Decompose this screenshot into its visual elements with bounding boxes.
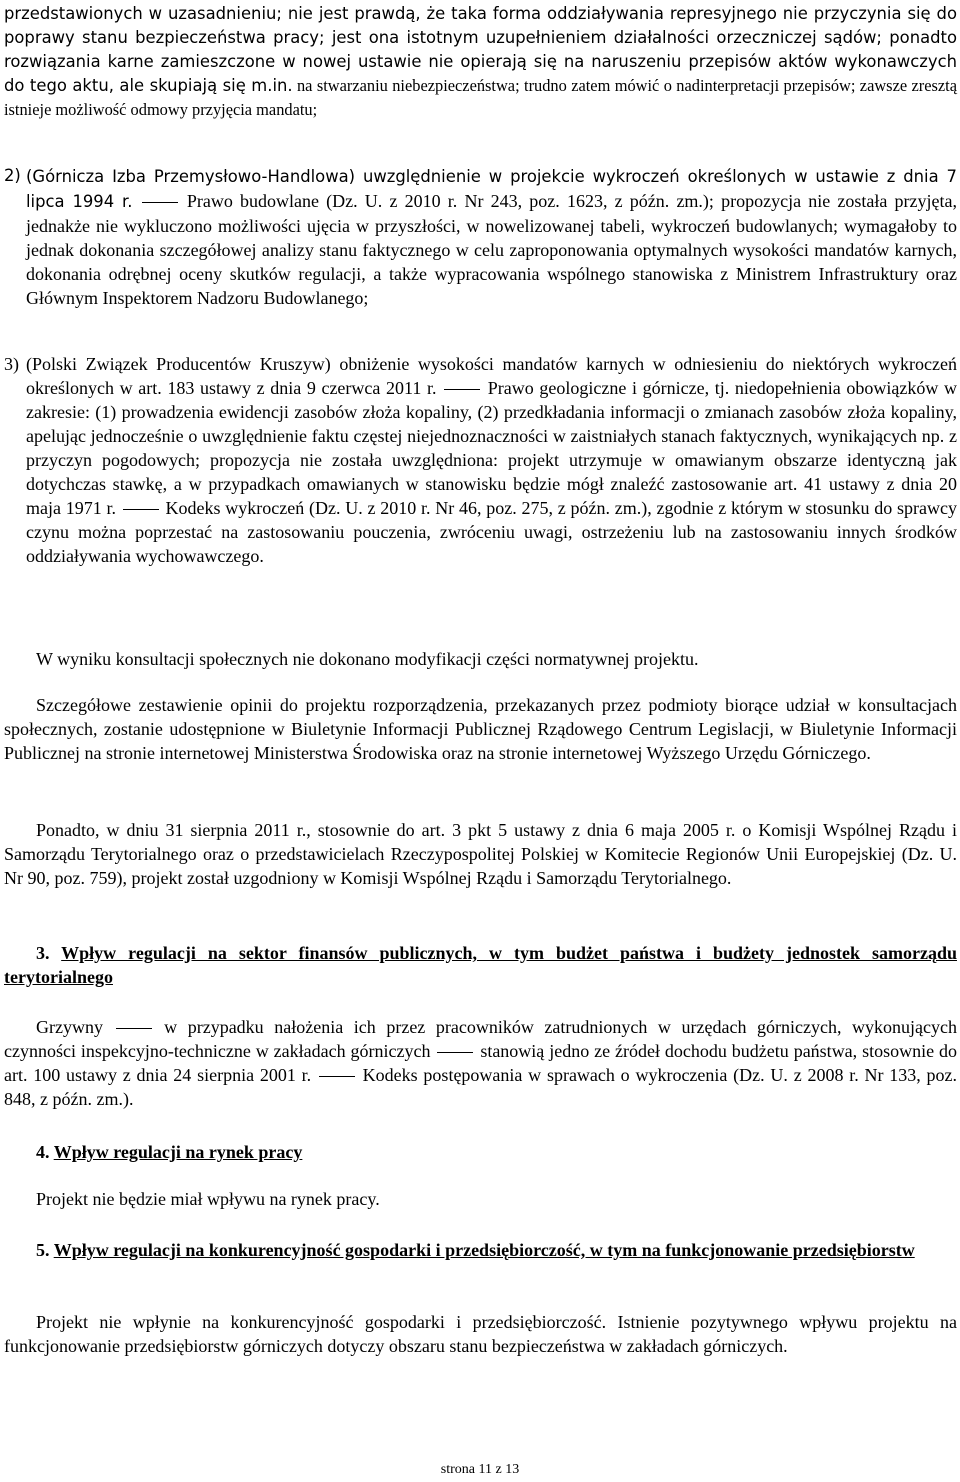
intro-text-part1: przedstawionych w uzasadnieniu; nie jest prawdą, że taka forma oddziaływania represyjnego nie przyczynia się do poprawy stanu bezpieczeństwa pracy; jest ona istotnym uzupełnieniem działalności orzeczniczej sądów; ponadto rozwiązania karne zamieszczone w nowej ustawie nie opierają się na naruszeniu przepisów aktów wykonawczych do tego aktu, ale skupiają się m.in. <box>4 4 957 95</box>
list-item-number: 2) <box>4 166 21 185</box>
em-dash <box>437 1052 473 1053</box>
list-item-text: (Polski Związek Producentów Kruszyw) obniżenie wysokości mandatów karnych w odniesieniu do niektórych wykroczeń określonych w art. 183 ustawy z dnia 9 czerwca 2011 r. Prawo geologiczne i górnicze, tj. niedopełnienia obowiązków w zakresie: (1) prowadzenia ewidencji zasobów złoża kopaliny, (2) przedkładania informacji o zmianach zasobów złoża kopaliny, apelując jednocześnie o uwzględnienie faktu częstej niejednoznaczności w zaistniałych stanach faktycznych, wynikających np. z przyczyn pogodowych; propozycja nie została uwzględniona: projekt utrzymuje w omawianym obszarze identyczną jak dotychczas stawkę, a w przypadkach omawianych w stanowisku będzie mógł znaleźć zastosowanie art. 41 ustawy z dnia 20 maja 1971 r. Kodeks wykroczeń (Dz. U. z 2010 r. Nr 46, poz. 275, z późn. zm.), zgodnie z którym w stosunku do sprawcy czynu można poprzestać na zastosowaniu pouczenia, zwróceniu uwagi, ostrzeżeniu lub na zastosowaniu innych środków oddziaływania wychowawczego. <box>26 354 958 566</box>
section-title: Wpływ regulacji na rynek pracy <box>53 1142 303 1162</box>
list-item-number: 3) <box>4 354 19 374</box>
section-number: 5. <box>36 1240 50 1260</box>
section-3-heading <box>4 941 957 989</box>
em-dash <box>116 1028 152 1029</box>
section-3-text: Grzywny w przypadku nałożenia ich przez pracowników zatrudnionych w urzędach górniczych, wykonujących czynności inspekcyjno-techniczne w zakładach górniczych stanowią jedno ze źródeł dochodu budżetu państwa, stosownie do art. 100 ustawy z dnia 24 sierpnia 2001 r. Kodeks postępowania w sprawach o wykroczenia (Dz. U. z 2008 r. Nr 133, poz. 848, z późn. zm.). <box>4 1017 958 1109</box>
section-title: Wpływ regulacji na sektor finansów publicznych, w tym budżet państwa i budżety jednostek samorządu terytorialnego <box>4 943 957 987</box>
section-number: 3. <box>36 943 50 963</box>
section-5-text: Projekt nie wpłynie na konkurencyjność gospodarki i przedsiębiorczość. Istnienie pozytywnego wpływu projektu na funkcjonowanie przedsiębiorstw górniczych dotyczy obszaru stanu bezpieczeństwa w zakładach górniczych. <box>4 1312 957 1356</box>
section-title: Wpływ regulacji na konkurencyjność gospodarki i przedsiębiorczość, w tym na funkcjonowanie przedsiębiorstw <box>53 1240 915 1260</box>
consultation-paragraph: W wyniku konsultacji społecznych nie dokonano modyfikacji części normatywnej projektu. <box>36 649 699 669</box>
intro-text-part2: na stwarzaniu niebezpieczeństwa; trudno zatem mówić o nadinterpretacji przepisów; zawsze zresztą istnieje możliwość odmowy przyjęcia mandatu; <box>4 76 957 119</box>
em-dash <box>319 1076 355 1077</box>
list-item-2 <box>4 164 957 310</box>
intro-paragraph <box>4 2 957 122</box>
section-5-heading <box>4 1238 957 1262</box>
opinions-paragraph: Szczegółowe zestawienie opinii do projektu rozporządzenia, przekazanych przez podmioty biorące udział w konsultacjach społecznych, zostanie udostępnione w Biuletynie Informacji Publicznej Rządowego Centrum Legislacji, w Biuletynie Informacji Publicznej na stronie internetowej Ministerstwa Środowiska oraz na stronie internetowej Wyższego Urzędu Górniczego. <box>4 695 957 763</box>
section-4-heading <box>36 1140 957 1164</box>
em-dash <box>123 509 159 510</box>
list-item-text: (Górnicza Izba Przemysłowo-Handlowa) uwzględnienie w projekcie wykroczeń określonych w ustawie z dnia 7 lipca 1994 r. Prawo budowlane (Dz. U. z 2010 r. Nr 243, poz. 1623, z późn. zm.); propozycja nie została przyjęta, jednakże nie wykluczono możliwości ujęcia w przyszłości, w nowelizowanej tabeli, wykroczeń budowlanych; wymagałoby to jednak dokonania szczegółowej analizy stanu faktycznego w celu zaproponowania optymalnych wysokości mandatów karnych, dokonania odrębnej oceny skutków regulacji, a także wypracowania wspólnego stanowiska z Ministrem Infrastruktury oraz Głównym Inspektorem Nadzoru Budowlanego; <box>26 167 957 308</box>
section-number: 4. <box>36 1142 50 1162</box>
page-footer: strona 11 z 13 <box>440 1462 520 1477</box>
list-item-3 <box>4 352 957 568</box>
em-dash <box>142 202 178 203</box>
section-4-text: Projekt nie będzie miał wpływu na rynek pracy. <box>36 1189 380 1209</box>
em-dash <box>444 389 480 390</box>
agreement-paragraph: Ponadto, w dniu 31 sierpnia 2011 r., stosownie do art. 3 pkt 5 ustawy z dnia 6 maja 2005 r. o Komisji Wspólnej Rządu i Samorządu Terytorialnego oraz o przedstawicielach Rzeczypospolitej Polskiej w Komitecie Regionów Unii Europejskiej (Dz. U. Nr 90, poz. 759), projekt został uzgodniony w Komisji Wspólnej Rządu i Samorządu Terytorialnego. <box>4 820 957 888</box>
